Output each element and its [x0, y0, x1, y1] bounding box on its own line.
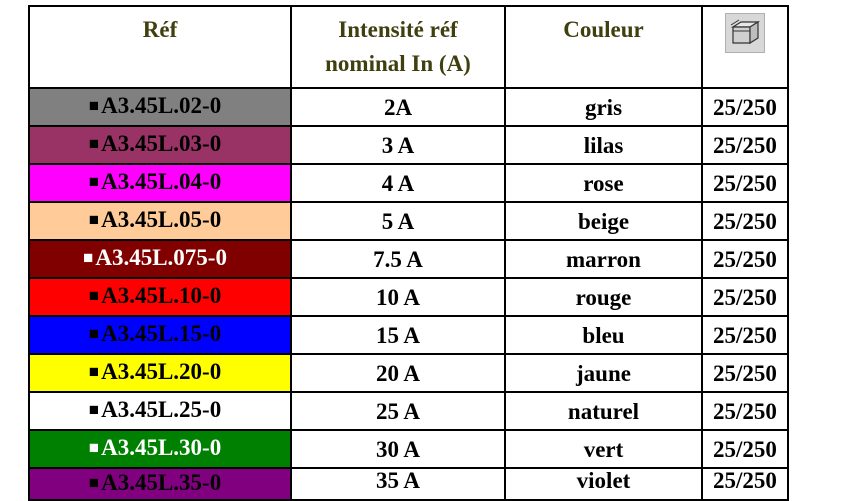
ref-cell [29, 468, 291, 500]
ref-label: A3.45L.03-0 [101, 131, 222, 156]
ref-value [87, 358, 223, 388]
table-row [29, 316, 788, 354]
ref-label: A3.45L.30-0 [101, 435, 222, 460]
header-color-label: Couleur [563, 17, 644, 42]
ref-label: A3.45L.35-0 [101, 470, 222, 495]
square-bullet-icon: ■ [88, 438, 100, 457]
ref-value [87, 92, 223, 122]
intensity-cell: 7.5 A [291, 240, 505, 278]
table-row [29, 202, 788, 240]
square-bullet-icon: ■ [88, 362, 100, 381]
ref-label: A3.45L.10-0 [101, 283, 222, 308]
header-intensity [291, 6, 505, 88]
color-name-cell: marron [505, 240, 702, 278]
color-name-cell: jaune [505, 354, 702, 392]
intensity-cell: 20 A [291, 354, 505, 392]
ref-value [87, 206, 223, 236]
table-row [29, 240, 788, 278]
table-row [29, 468, 788, 500]
packaging-cell: 25/250 [702, 278, 788, 316]
intensity-cell: 15 A [291, 316, 505, 354]
ref-cell [29, 202, 291, 240]
header-color [505, 6, 702, 88]
table-row [29, 354, 788, 392]
ref-value [87, 282, 223, 312]
ref-label: A3.45L.04-0 [101, 169, 222, 194]
square-bullet-icon: ■ [88, 286, 100, 305]
color-name-cell: lilas [505, 126, 702, 164]
ref-value [87, 396, 223, 426]
box-icon [725, 13, 765, 57]
packaging-cell: 25/250 [702, 126, 788, 164]
ref-cell [29, 392, 291, 430]
table-row [29, 164, 788, 202]
header-packaging [702, 6, 788, 88]
table-row [29, 88, 788, 126]
color-name-cell: violet [505, 468, 702, 500]
ref-cell [29, 430, 291, 468]
header-intensity-line1: Intensité réf [338, 17, 458, 42]
packaging-cell: 25/250 [702, 468, 788, 500]
intensity-cell: 5 A [291, 202, 505, 240]
ref-value [81, 244, 229, 274]
ref-label: A3.45L.20-0 [101, 359, 222, 384]
square-bullet-icon: ■ [83, 248, 94, 267]
table-row [29, 278, 788, 316]
header-intensity-label [292, 7, 504, 81]
ref-value [87, 469, 223, 499]
intensity-cell: 3 A [291, 126, 505, 164]
square-bullet-icon: ■ [88, 134, 100, 153]
packaging-cell: 25/250 [702, 430, 788, 468]
intensity-cell: 10 A [291, 278, 505, 316]
packaging-cell: 25/250 [702, 316, 788, 354]
square-bullet-icon: ■ [88, 473, 100, 492]
intensity-cell: 4 A [291, 164, 505, 202]
color-name-cell: bleu [505, 316, 702, 354]
ref-cell [29, 88, 291, 126]
packaging-cell: 25/250 [702, 240, 788, 278]
header-ref [29, 6, 291, 88]
color-name-cell: naturel [505, 392, 702, 430]
color-name-cell: gris [505, 88, 702, 126]
square-bullet-icon: ■ [88, 172, 100, 191]
ref-label: A3.45L.25-0 [101, 397, 222, 422]
ref-cell [29, 126, 291, 164]
packaging-cell: 25/250 [702, 392, 788, 430]
color-name-cell: vert [505, 430, 702, 468]
packaging-cell: 25/250 [702, 88, 788, 126]
packaging-cell: 25/250 [702, 202, 788, 240]
intensity-cell: 30 A [291, 430, 505, 468]
square-bullet-icon: ■ [88, 324, 100, 343]
square-bullet-icon: ■ [88, 96, 100, 115]
table-header-row [29, 6, 788, 88]
table-row [29, 430, 788, 468]
ref-value [87, 434, 223, 464]
ref-cell [29, 240, 291, 278]
ref-cell [29, 316, 291, 354]
ref-value [87, 168, 223, 198]
ref-value [87, 130, 223, 160]
ref-cell [29, 354, 291, 392]
color-name-cell: rouge [505, 278, 702, 316]
square-bullet-icon: ■ [88, 400, 100, 419]
fuse-reference-table [28, 5, 789, 501]
packaging-cell: 25/250 [702, 354, 788, 392]
packaging-cell: 25/250 [702, 164, 788, 202]
color-name-cell: rose [505, 164, 702, 202]
ref-value [87, 320, 223, 350]
intensity-cell: 25 A [291, 392, 505, 430]
ref-label: A3.45L.02-0 [101, 93, 222, 118]
intensity-cell: 35 A [291, 468, 505, 500]
ref-label: A3.45L.05-0 [101, 207, 222, 232]
table-row [29, 392, 788, 430]
ref-label: A3.45L.15-0 [101, 321, 222, 346]
table-row [29, 126, 788, 164]
color-name-cell: beige [505, 202, 702, 240]
intensity-cell: 2A [291, 88, 505, 126]
square-bullet-icon: ■ [88, 210, 100, 229]
header-intensity-line2: nominal In (A) [325, 51, 471, 76]
ref-label: A3.45L.075-0 [95, 245, 227, 270]
header-ref-label: Réf [142, 17, 178, 42]
ref-cell [29, 278, 291, 316]
ref-cell [29, 164, 291, 202]
